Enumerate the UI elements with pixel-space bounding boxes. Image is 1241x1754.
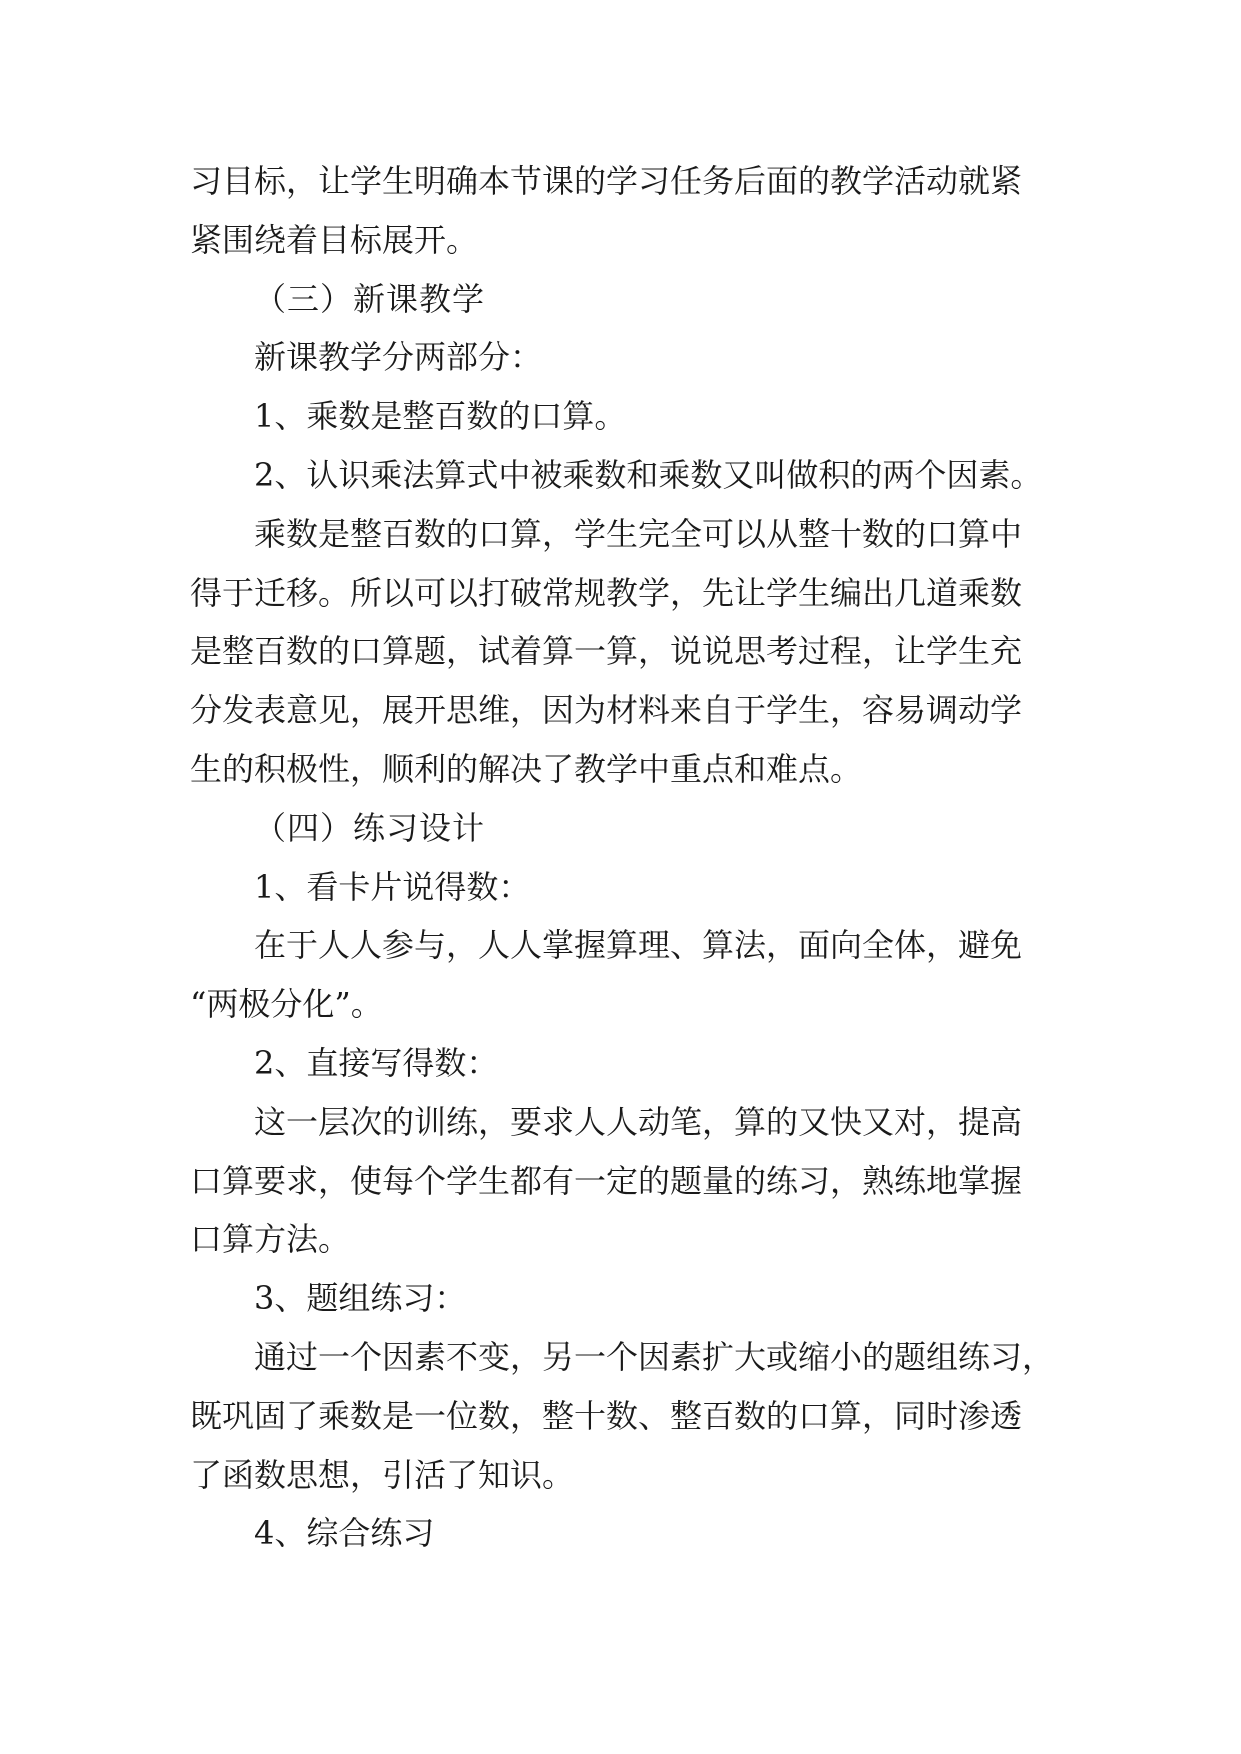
text-line: 是整百数的口算题，试着算一算，说说思考过程，让学生充: [190, 632, 1023, 671]
text-line: 生的积极性，顺利的解决了教学中重点和难点。: [190, 749, 863, 788]
list-item: 3、题组练习：: [254, 1279, 467, 1318]
list-item: 1、看卡片说得数：: [254, 867, 531, 906]
document-body: [190, 152, 1070, 1563]
text-line: 口算要求，使每个学生都有一定的题量的练习，熟练地掌握: [190, 1161, 1023, 1200]
text-line: 乘数是整百数的口算，学生完全可以从整十数的口算中: [254, 514, 1023, 553]
text-line: “两极分化”。: [190, 985, 383, 1024]
text-line: 口算方法。: [190, 1220, 351, 1259]
text-line: 分发表意见，展开思维，因为材料来自于学生，容易调动学: [190, 691, 1023, 730]
section-heading-new-lesson: （三）新课教学: [254, 279, 486, 318]
text-line: 新课教学分两部分：: [254, 338, 543, 377]
text-line: 既巩固了乘数是一位数，整十数、整百数的口算，同时渗透: [190, 1396, 1023, 1435]
text-line: 紧围绕着目标展开。: [190, 220, 479, 259]
list-item: 2、认识乘法算式中被乘数和乘数又叫做积的两个因素。: [254, 455, 1043, 494]
text-line: 这一层次的训练，要求人人动笔，算的又快又对，提高: [254, 1102, 1023, 1141]
text-line: 得于迁移。所以可以打破常规教学，先让学生编出几道乘数: [190, 573, 1023, 612]
list-item: 1、乘数是整百数的口算。: [254, 397, 627, 436]
text-line: 了函数思想，引活了知识。: [190, 1455, 575, 1494]
list-item: 2、直接写得数：: [254, 1043, 499, 1082]
text-line: 在于人人参与，人人掌握算理、算法，面向全体，避免: [254, 926, 1023, 965]
text-line: 习目标，让学生明确本节课的学习任务后面的教学活动就紧: [190, 162, 1023, 200]
text-line: 通过一个因素不变，另一个因素扩大或缩小的题组练习，: [254, 1337, 1055, 1376]
section-heading-exercise-design: （四）练习设计: [254, 808, 486, 847]
list-item: 4、综合练习: [254, 1514, 435, 1553]
